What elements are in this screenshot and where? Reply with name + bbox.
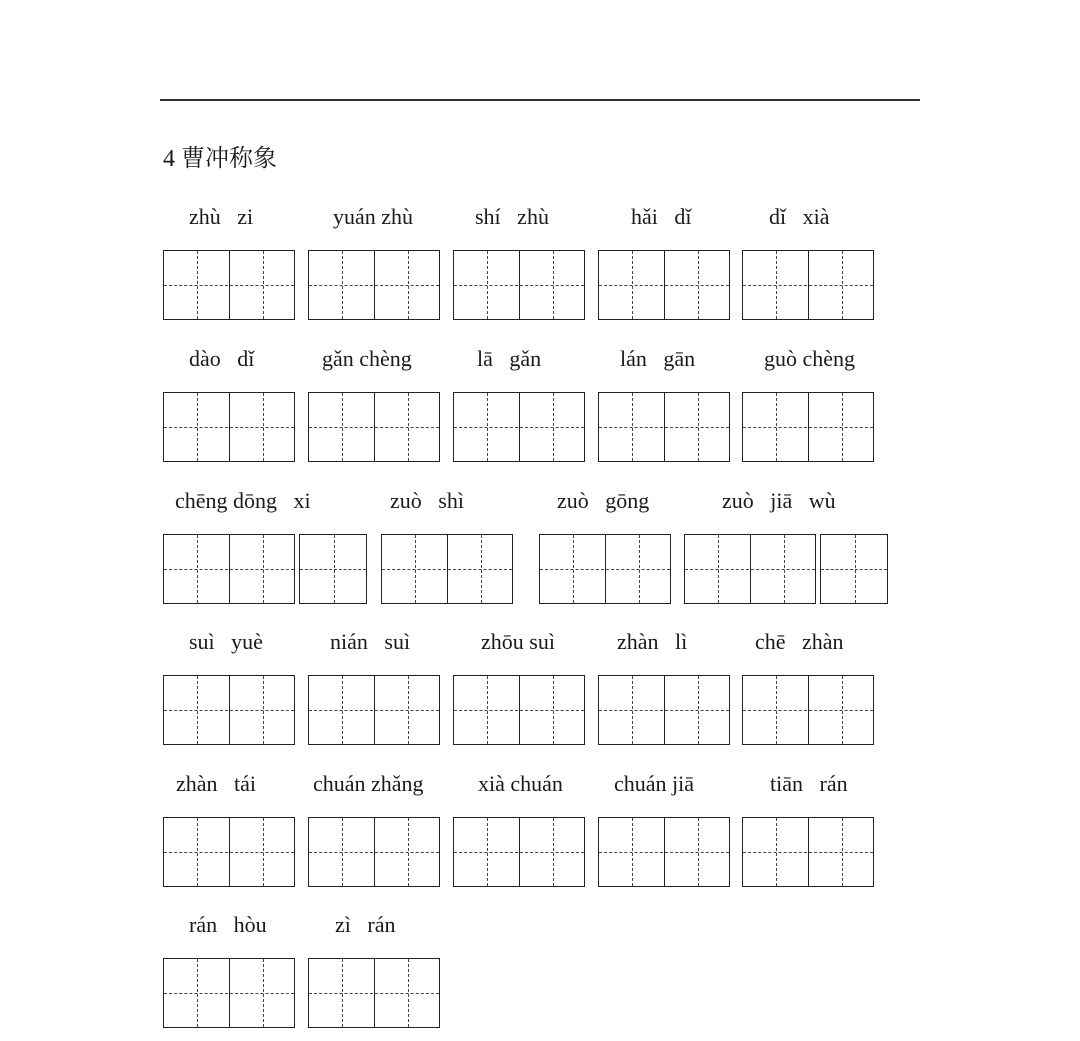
tianzige-box xyxy=(308,675,440,745)
tianzige-box xyxy=(820,534,888,604)
tianzige-box xyxy=(163,817,295,887)
tianzige-box xyxy=(598,250,730,320)
pinyin-label: tiān rán xyxy=(770,771,848,796)
pinyin-label: zuò jiā wù xyxy=(722,488,836,513)
header-rule xyxy=(160,99,920,101)
tianzige-box xyxy=(539,534,671,604)
tianzige-box xyxy=(163,392,295,462)
tianzige-box xyxy=(598,392,730,462)
tianzige-box xyxy=(453,817,585,887)
tianzige-box xyxy=(308,958,440,1028)
tianzige-box xyxy=(742,392,874,462)
pinyin-label: guò chèng xyxy=(764,346,856,371)
tianzige-box xyxy=(308,817,440,887)
tianzige-box xyxy=(308,392,440,462)
pinyin-label: dǐ xià xyxy=(769,204,830,229)
tianzige-box xyxy=(163,958,295,1028)
pinyin-label: zhàn tái xyxy=(176,771,257,796)
pinyin-label: zhàn lì xyxy=(617,629,688,654)
pinyin-label: lán gān xyxy=(620,346,696,371)
pinyin-label: hǎi dǐ xyxy=(631,204,692,229)
tianzige-box xyxy=(598,817,730,887)
pinyin-label: zhù zi xyxy=(189,204,254,229)
tianzige-box xyxy=(598,675,730,745)
tianzige-box xyxy=(742,675,874,745)
pinyin-label: chuán jiā xyxy=(614,771,695,796)
pinyin-label: lā gǎn xyxy=(477,346,542,371)
pinyin-label: rán hòu xyxy=(189,912,267,937)
tianzige-box xyxy=(742,817,874,887)
pinyin-label: xià chuán xyxy=(478,771,563,796)
pinyin-label: zhōu suì xyxy=(481,629,555,654)
tianzige-box xyxy=(163,250,295,320)
tianzige-box xyxy=(453,675,585,745)
tianzige-box xyxy=(453,392,585,462)
tianzige-box xyxy=(684,534,816,604)
pinyin-label: zuò gōng xyxy=(557,488,650,513)
lesson-title: 4 曹冲称象 xyxy=(163,146,277,172)
pinyin-label: dào dǐ xyxy=(189,346,255,371)
pinyin-label: yuán zhù xyxy=(333,204,414,229)
pinyin-label: chē zhàn xyxy=(755,629,844,654)
pinyin-label: chuán zhǎng xyxy=(313,771,424,796)
pinyin-label: shí zhù xyxy=(475,204,549,229)
pinyin-label: suì yuè xyxy=(189,629,263,654)
pinyin-label: zuò shì xyxy=(390,488,464,513)
pinyin-label: nián suì xyxy=(330,629,411,654)
tianzige-box xyxy=(163,534,295,604)
tianzige-box xyxy=(381,534,513,604)
pinyin-label: chēng dōng xi xyxy=(175,488,311,513)
pinyin-label: gǎn chèng xyxy=(322,346,412,371)
tianzige-box xyxy=(299,534,367,604)
tianzige-box xyxy=(453,250,585,320)
tianzige-box xyxy=(308,250,440,320)
tianzige-box xyxy=(163,675,295,745)
pinyin-label: zì rán xyxy=(335,912,396,937)
tianzige-box xyxy=(742,250,874,320)
